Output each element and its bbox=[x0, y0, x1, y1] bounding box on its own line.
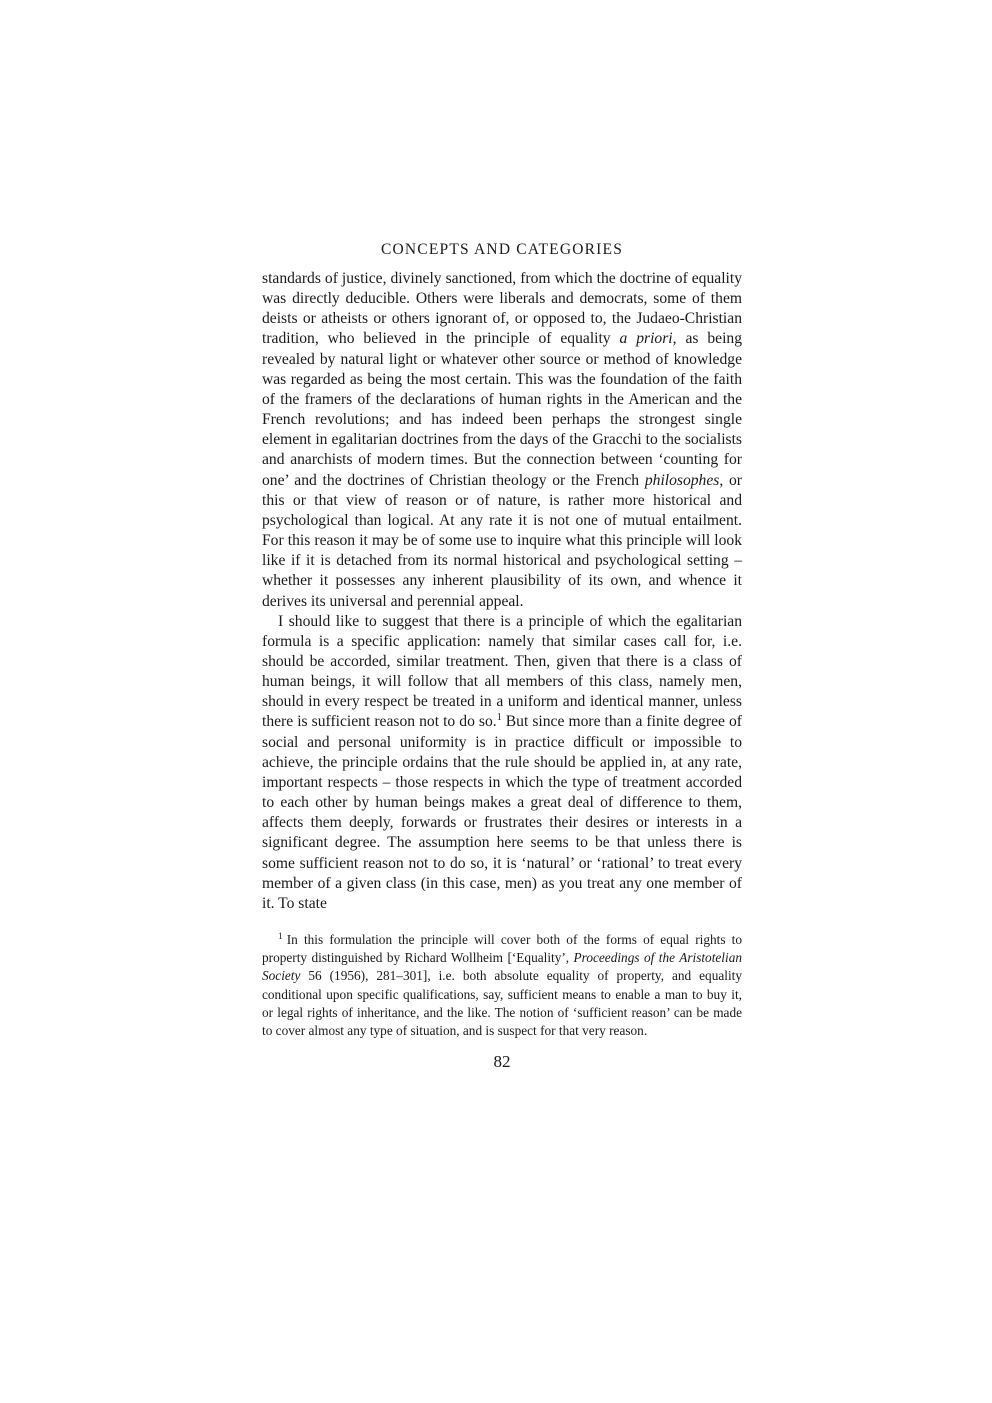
paragraph-1-part-b: , as being revealed by natural light or whatever other source or method of knowledge was regarded as being the most certain. This was the foundation of the faith of the framers of the declarations of human rights in the American and the French revolutions; and has indeed been perhaps the strongest single element in egalitarian doctrines from the days of the Gracchi to the socialists and anarchists of modern times. But the connection between ‘counting for one’ and the doctrines of Christian theology or the French bbox=[262, 330, 742, 489]
body-text bbox=[262, 269, 742, 914]
book-page bbox=[262, 240, 742, 1072]
paragraph-2 bbox=[262, 612, 742, 914]
footnote-mark: 1 bbox=[278, 931, 283, 942]
page-number: 82 bbox=[493, 1052, 511, 1072]
paragraph-1-part-c: , or this or that view of reason or of nature, is rather more historical and psychological than logical. At any rate it is not one of mutual entailment. For this reason it may be of some use to inquire what this principle will look like if it is detached from its normal historical and psychological setting – whether it possesses any inherent plausibility of its own, and whence it derives its universal and perennial appeal. bbox=[262, 471, 742, 610]
footnote-part-a: In this formulation the principle will cover both of the forms of equal rights to property distinguished by Richard Wollheim [‘Equality’, bbox=[262, 932, 742, 966]
running-head: CONCEPTS AND CATEGORIES bbox=[380, 241, 624, 258]
paragraph-2-part-b: But since more than a finite degree of social and personal uniformity is in practice difficult or impossible to achieve, the principle ordains that the rule should be applied in, at any rate, important respects – those respects in which the type of treatment accorded to each other by human beings makes a great deal of difference to them, affects them deeply, forwards or frustrates their desires or interests in a significant degree. The assumption here seems to be that unless there is some sufficient reason not to do so, it is ‘natural’ or ‘rational’ to treat every member of a given class (in this case, men) as you treat any one member of it. To state bbox=[262, 713, 743, 912]
italic-a-priori: a priori bbox=[619, 330, 673, 348]
paragraph-2-part-a: I should like to suggest that there is a principle of which the egalitarian formula is a specific application: namely that similar cases call for, i.e. should be accorded, similar treatment. Then, given that there is a class of human beings, it will follow that all members of this class, namely men, should in every respect be treated in a uniform and identical manner, unless there is sufficient reason not to do so. bbox=[262, 612, 742, 731]
footnote bbox=[262, 931, 742, 1040]
footnote-reference: 1 bbox=[496, 712, 502, 724]
italic-journal-title: Proceedings of the Aristotelian Society bbox=[262, 950, 742, 984]
footnote-part-b: 56 (1956), 281–301], i.e. both absolute equality of property, and equality conditional upon specific qualifications, say, sufficient means to enable a man to buy it, or legal rights of inheritance, and the like. The notion of ‘sufficient reason’ can be made to cover almost any type of situation, and is suspect for that very reason. bbox=[262, 968, 742, 1039]
paragraph-1-part-a: standards of justice, divinely sanctioned, from which the doctrine of equality was directly deducible. Others were liberals and democrats, some of them deists or atheists or others ignorant of, or opposed to, the Judaeo-Christian tradition, who believed in the principle of equality bbox=[262, 270, 742, 348]
italic-philosophes: philosophes bbox=[644, 471, 720, 489]
paragraph-1 bbox=[262, 269, 742, 612]
